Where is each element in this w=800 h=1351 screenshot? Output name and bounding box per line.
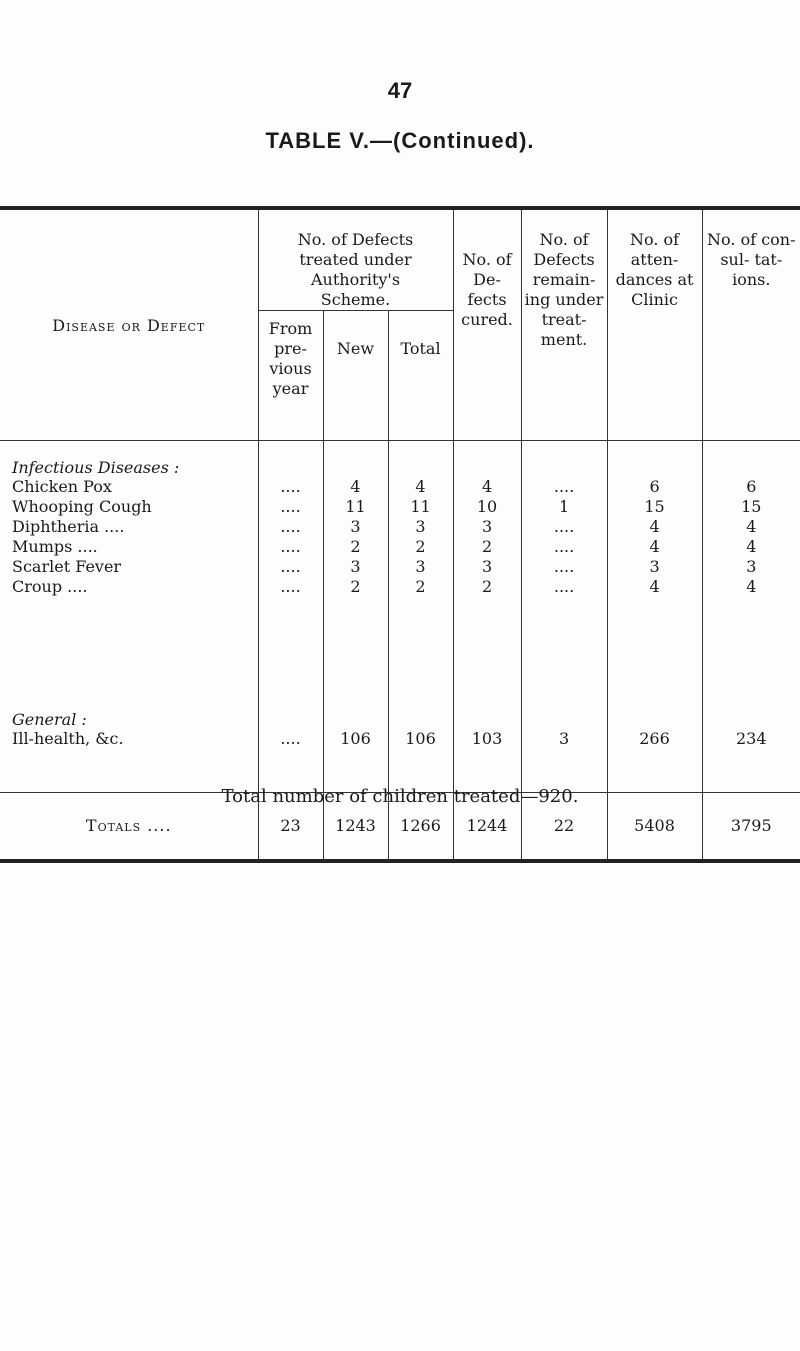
total-total: 1266: [388, 793, 453, 861]
cell-new: 3: [323, 557, 388, 577]
cell-new: 3: [323, 517, 388, 537]
table-row: [0, 729, 800, 749]
total-remaining: 22: [521, 793, 607, 861]
cell-total: 2: [388, 577, 453, 597]
cell-cured: 4: [453, 477, 521, 497]
data-table-container: [0, 206, 800, 863]
table-title: TABLE V.—(Continued).: [265, 128, 535, 153]
header-cured: No. of De- fects cured.: [453, 208, 521, 441]
cell-consultations: 4: [702, 517, 800, 537]
cell-total: 3: [388, 557, 453, 577]
cell-cured: 3: [453, 517, 521, 537]
page-number: 47: [387, 78, 413, 103]
cell-prev: ....: [258, 517, 323, 537]
cell-attendances: 4: [607, 537, 702, 557]
table-row: [0, 517, 800, 537]
header-consultations: No. of con- sul- tat- ions.: [702, 208, 800, 441]
cell-cured: 3: [453, 557, 521, 577]
row-name: Chicken Pox: [12, 477, 112, 496]
header-remaining: No. of Defects remain- ing under treat- ment.: [521, 208, 607, 441]
cell-remaining: ....: [521, 557, 607, 577]
cell-prev: ....: [258, 537, 323, 557]
cell-cured: 2: [453, 577, 521, 597]
cell-prev: ....: [258, 497, 323, 517]
cell-consultations: 6: [702, 477, 800, 497]
header-treated-group: No. of Defects treated under Authority's Scheme.: [258, 208, 453, 311]
footer-note: Total number of children treated—920.: [221, 786, 579, 807]
table-row: [0, 577, 800, 597]
row-name: Whooping Cough: [12, 497, 152, 516]
cell-consultations: 4: [702, 577, 800, 597]
total-consultations: 3795: [702, 793, 800, 861]
cell-new: 106: [323, 729, 388, 749]
header-attendances: No. of atten- dances at Clinic: [607, 208, 702, 441]
cell-consultations: 4: [702, 537, 800, 557]
cell-total: 4: [388, 477, 453, 497]
cell-remaining: 3: [521, 729, 607, 749]
cell-cured: 2: [453, 537, 521, 557]
section-label-infectious: Infectious Diseases :: [12, 457, 180, 477]
cell-remaining: ....: [521, 537, 607, 557]
table-row: [0, 557, 800, 577]
cell-new: 2: [323, 537, 388, 557]
table-row: [0, 537, 800, 557]
cell-prev: ....: [258, 577, 323, 597]
table-row: [0, 497, 800, 517]
cell-cured: 10: [453, 497, 521, 517]
row-name: Diphtheria ....: [12, 517, 125, 536]
cell-remaining: ....: [521, 477, 607, 497]
totals-label: Totals ....: [85, 816, 172, 836]
cell-consultations: 3: [702, 557, 800, 577]
total-cured: 1244: [453, 793, 521, 861]
row-name: Ill-health, &c.: [12, 729, 124, 748]
cell-total: 11: [388, 497, 453, 517]
cell-new: 11: [323, 497, 388, 517]
cell-prev: ....: [258, 477, 323, 497]
table-row: [0, 477, 800, 497]
cell-total: 2: [388, 537, 453, 557]
cell-prev: ....: [258, 729, 323, 749]
header-from-previous: From pre- vious year: [258, 311, 323, 441]
cell-consultations: 234: [702, 729, 800, 749]
cell-total: 3: [388, 517, 453, 537]
cell-remaining: ....: [521, 577, 607, 597]
cell-attendances: 3: [607, 557, 702, 577]
defects-table: [0, 206, 800, 863]
header-total: Total: [388, 311, 453, 441]
cell-attendances: 6: [607, 477, 702, 497]
cell-remaining: ....: [521, 517, 607, 537]
total-prev: 23: [258, 793, 323, 861]
cell-cured: 103: [453, 729, 521, 749]
total-new: 1243: [323, 793, 388, 861]
section-label-general: General :: [12, 709, 87, 729]
cell-prev: ....: [258, 557, 323, 577]
cell-new: 2: [323, 577, 388, 597]
cell-new: 4: [323, 477, 388, 497]
cell-remaining: 1: [521, 497, 607, 517]
cell-attendances: 15: [607, 497, 702, 517]
cell-consultations: 15: [702, 497, 800, 517]
header-disease: Disease or Defect: [0, 208, 258, 441]
cell-attendances: 266: [607, 729, 702, 749]
row-name: Mumps ....: [12, 537, 98, 556]
row-name: Scarlet Fever: [12, 557, 122, 576]
cell-attendances: 4: [607, 577, 702, 597]
cell-total: 106: [388, 729, 453, 749]
cell-attendances: 4: [607, 517, 702, 537]
header-new: New: [323, 311, 388, 441]
total-attendances: 5408: [607, 793, 702, 861]
row-name: Croup ....: [12, 577, 88, 596]
